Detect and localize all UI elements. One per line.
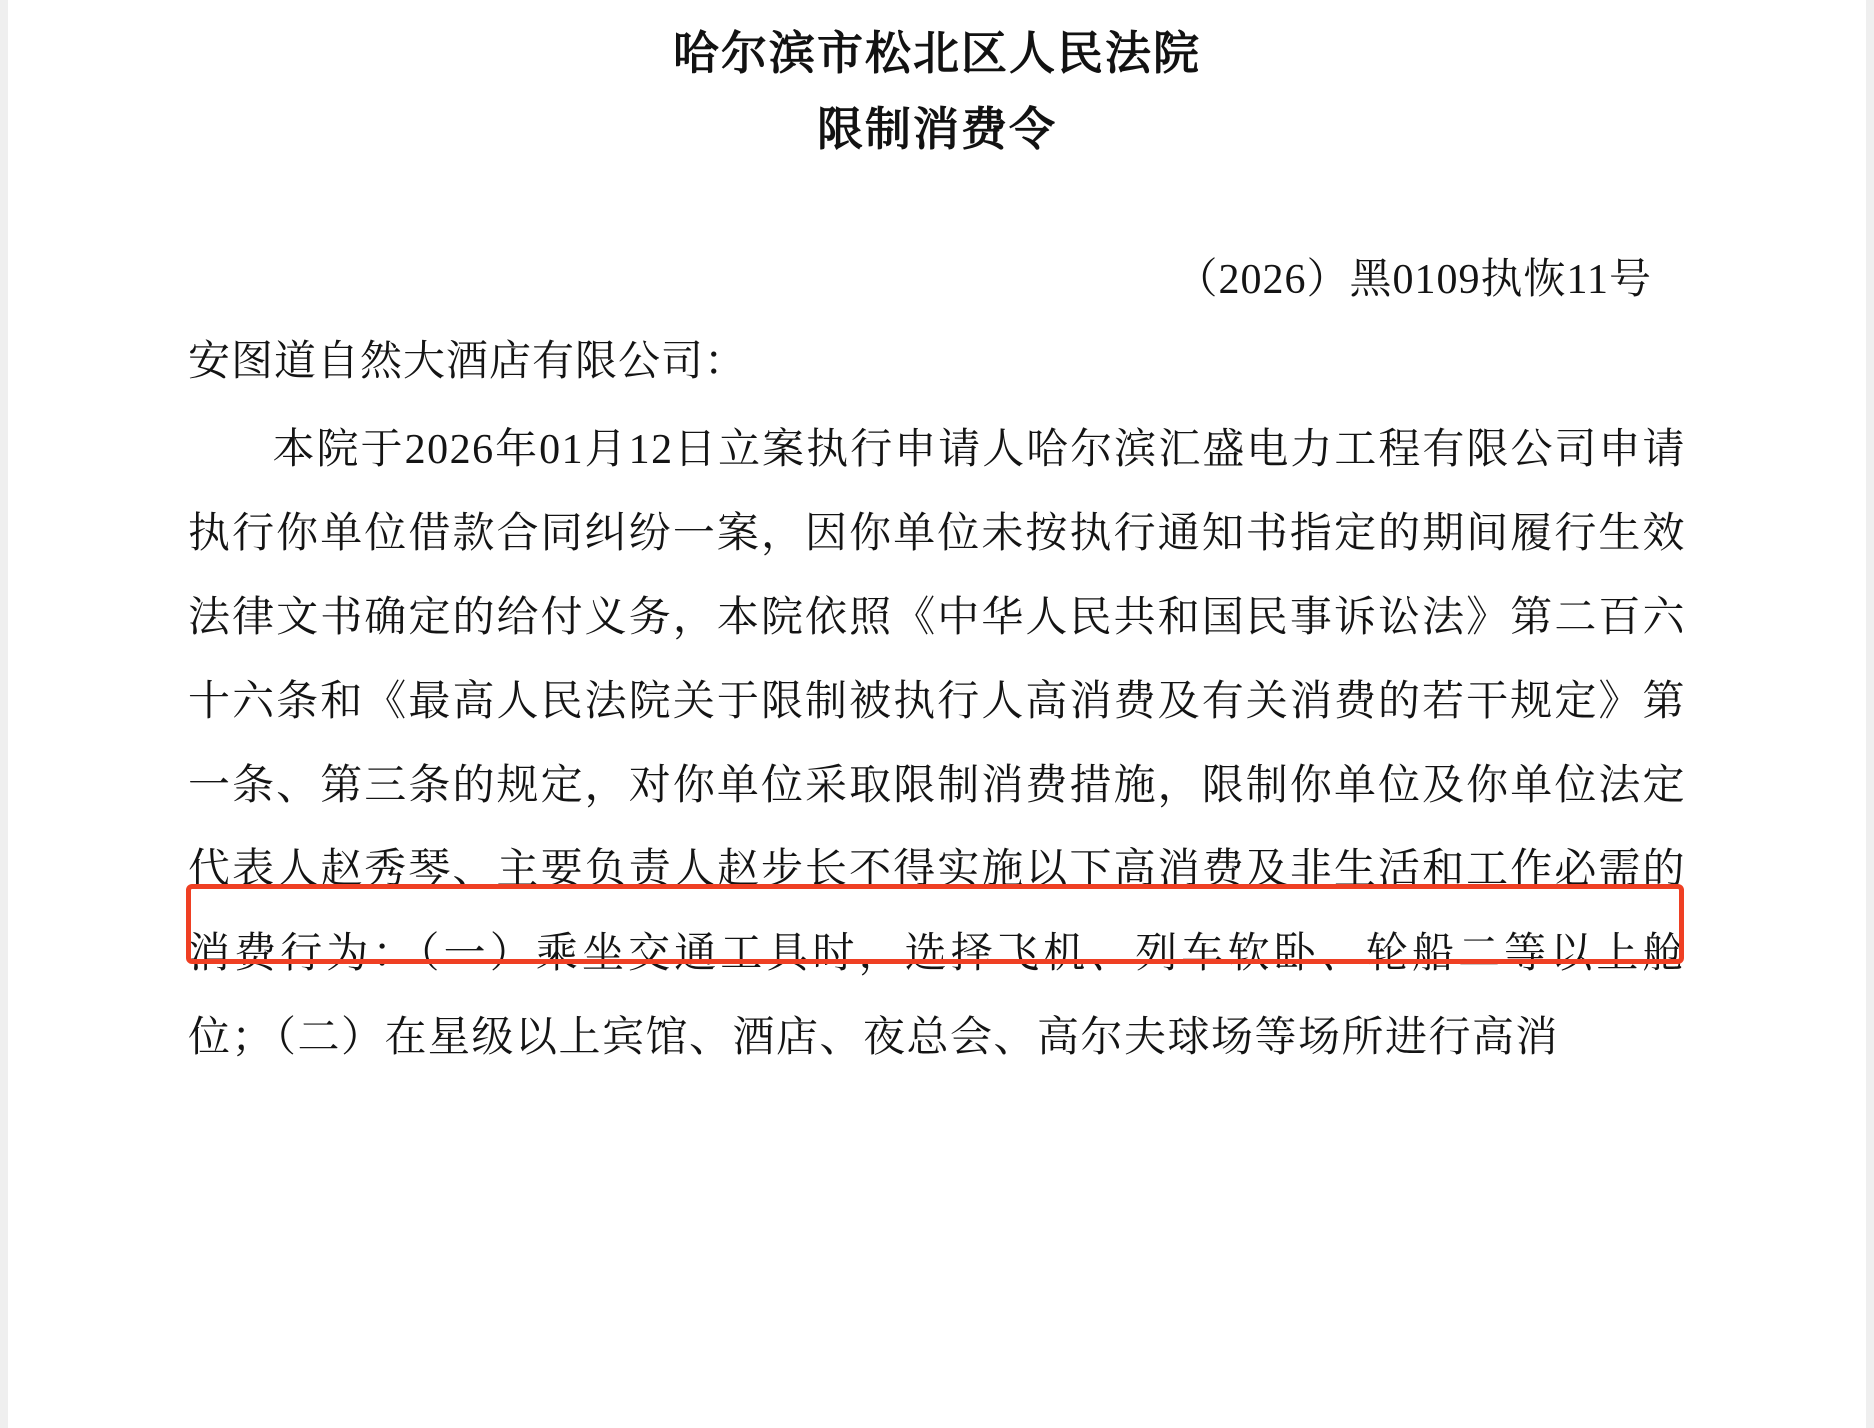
body-paragraph-text: 本院于2026年01月12日立案执行申请人哈尔滨汇盛电力工程有限公司申请执行你单位借款合同纠纷一案，因你单位未按执行通知书指定的期间履行生效法律文书确定的给付义务，本院依照《中华人民共和国民事诉讼法》第二百六十六条和《最高人民法院关于限制被执行人高消费及有关消费的若干规定》第一条、第三条的规定，对你单位采取限制消费措施，限制你单位及你单位法定代表人赵秀琴、主要负责人赵步长不得实施以下高消费及非生活和工作必需的消费行为：（一）乘坐交通工具时，选择飞机、列车软卧、轮船二等以上舱位；（二）在星级以上宾馆、酒店、夜总会、高尔夫球场等场所进行高消: [188, 427, 1686, 1062]
court-name: 哈尔滨市松北区人民法院: [673, 26, 1201, 80]
document-title: 限制消费令: [817, 102, 1057, 157]
document-header: [0, 0, 1874, 160]
case-number: （2026）黑0109执恢11号: [1175, 257, 1652, 304]
body-paragraph: [0, 408, 1874, 1080]
addressee: 安图道自然大酒店有限公司：: [188, 339, 748, 386]
